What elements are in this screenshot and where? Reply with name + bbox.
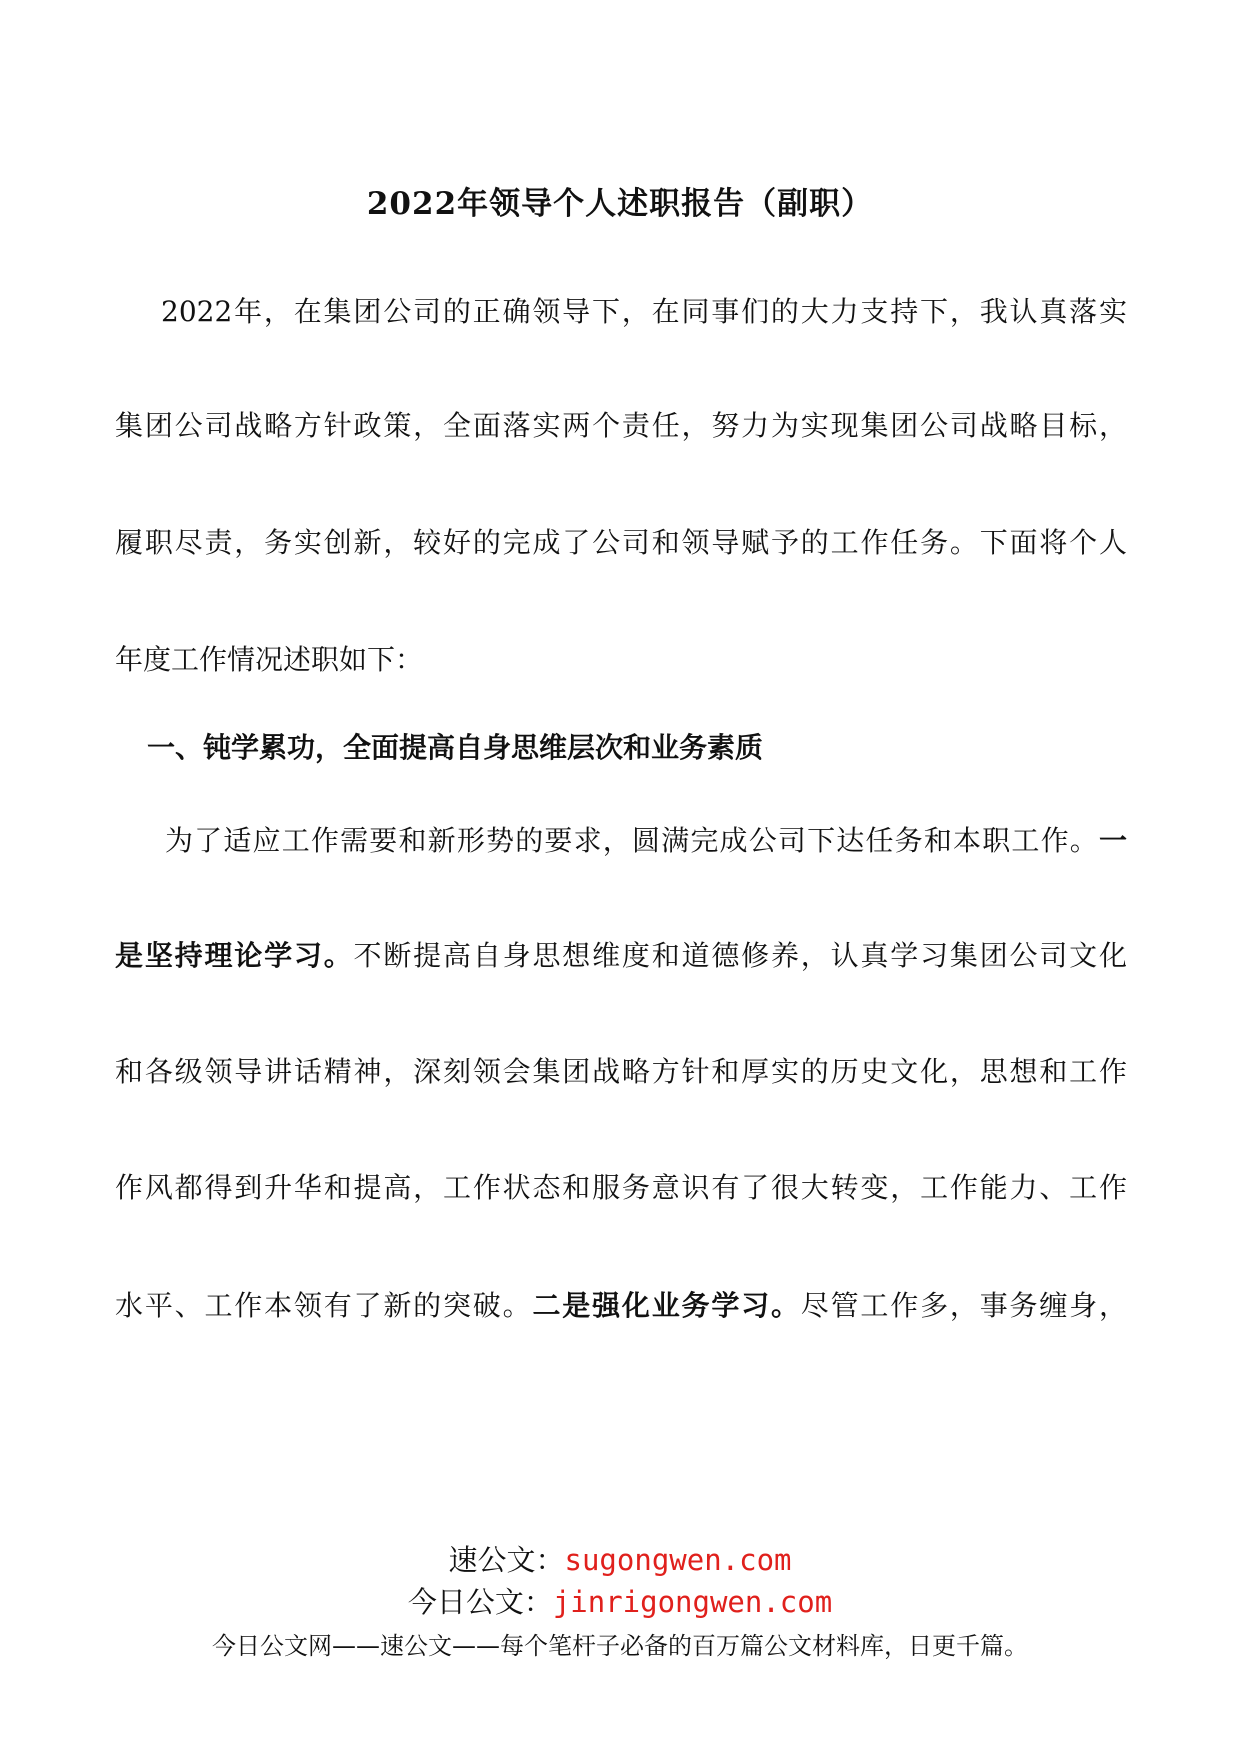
paragraph-line: 和各级领导讲话精神，深刻领会集团战略方针和厚实的历史文化，思想和工作 xyxy=(115,1055,1127,1088)
paragraph-line: 作风都得到升华和提高，工作状态和服务意识有了很大转变，工作能力、工作 xyxy=(115,1171,1127,1204)
text-run: 水平、工作本领有了新的突破。 xyxy=(115,1289,533,1322)
text-run: 为了适应工作需要和新形势的要求，圆满完成公司下达任务和本职工作。 xyxy=(165,824,1099,857)
paragraph-line xyxy=(115,1286,1127,1326)
footer-line-jinrigongwen xyxy=(0,1580,1240,1621)
paragraph-line: 履职尽责，务实创新，较好的完成了公司和领导赋予的工作任务。下面将个人 xyxy=(115,526,1127,559)
text-run: 不断提高自身思想维度和道德修养，认真学习集团公司文化 xyxy=(353,939,1127,972)
footer-tagline: 今日公文网——速公文——每个笔杆子必备的百万篇公文材料库，日更千篇。 xyxy=(212,1632,1028,1660)
paragraph-line xyxy=(115,936,1127,976)
footer-line-sugongwen xyxy=(0,1538,1240,1579)
footer-label: 速公文： xyxy=(448,1543,565,1577)
footer-link-sugongwen[interactable]: sugongwen.com xyxy=(564,1543,792,1577)
bold-run: 是坚持理论学习。 xyxy=(115,939,354,972)
paragraph-line: 2022年，在集团公司的正确领导下，在同事们的大力支持下，我认真落实 xyxy=(161,295,1127,328)
document-title: 2022年领导个人述职报告（副职） xyxy=(366,186,874,222)
footer-label: 今日公文： xyxy=(407,1585,553,1619)
paragraph-line: 年度工作情况述职如下： xyxy=(115,643,424,676)
text-run: 尽管工作多，事务缠身， xyxy=(800,1289,1127,1322)
bold-run: 二是强化业务学习。 xyxy=(532,1289,801,1322)
paragraph-line xyxy=(115,821,1127,861)
bold-run: 一 xyxy=(1098,824,1127,857)
paragraph-line: 集团公司战略方针政策，全面落实两个责任，努力为实现集团公司战略目标， xyxy=(115,409,1127,442)
section-heading: 一、钝学累功，全面提高自身思维层次和业务素质 xyxy=(147,731,764,764)
footer-link-jinrigongwen[interactable]: jinrigongwen.com xyxy=(552,1585,833,1619)
